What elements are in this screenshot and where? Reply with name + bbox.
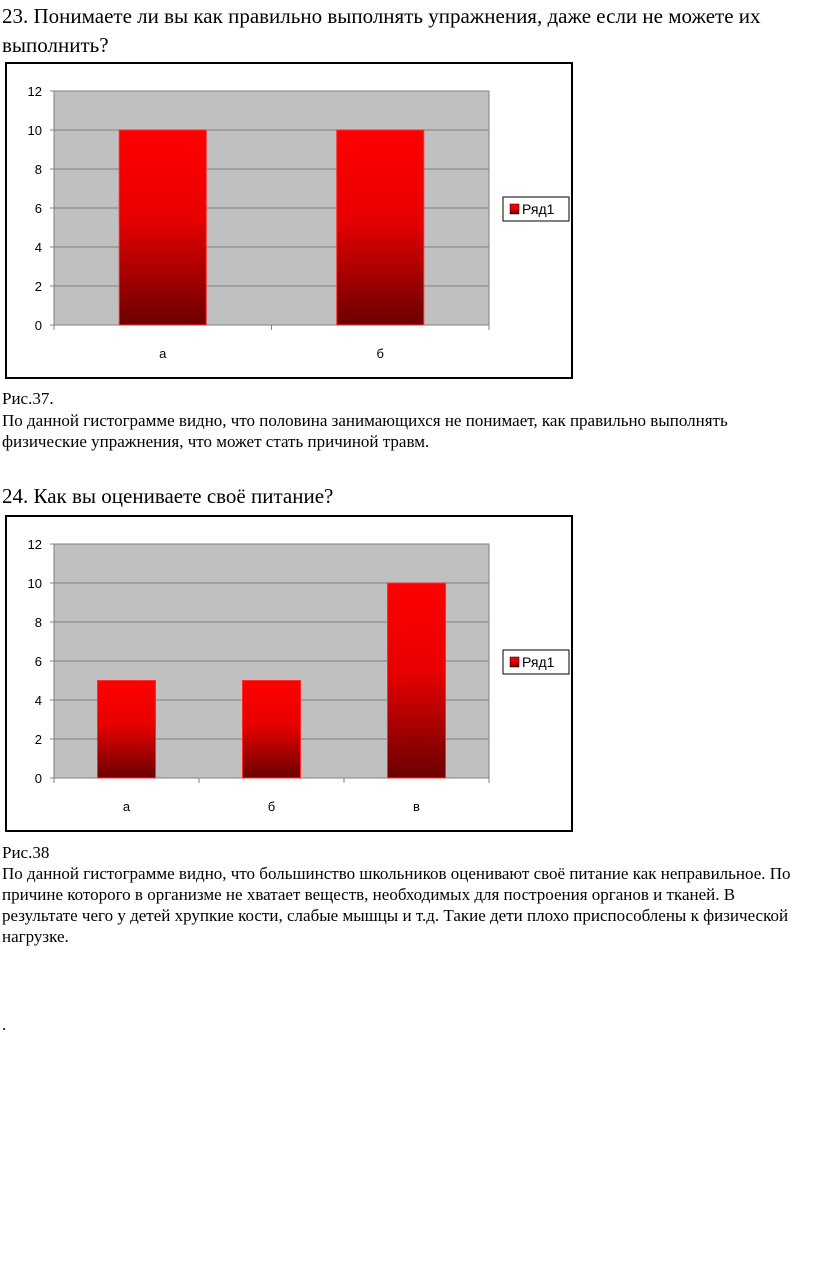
chart-38	[5, 515, 573, 832]
chart-37-svg	[7, 64, 571, 377]
y-tick-label: 4	[34, 693, 42, 708]
question-24-title: 24. Как вы оцениваете своё питание?	[2, 484, 334, 508]
y-tick-label: 10	[27, 576, 42, 591]
y-tick-label: 0	[34, 771, 42, 786]
legend-swatch	[510, 657, 519, 667]
bar-3	[388, 583, 446, 778]
legend	[503, 650, 569, 674]
legend	[503, 197, 569, 221]
y-tick-label: 4	[34, 240, 42, 255]
figure-38-caption: Рис.38	[2, 843, 50, 862]
x-tick-label: а	[159, 346, 167, 361]
y-tick-label: 2	[34, 279, 42, 294]
legend-label: Ряд1	[522, 201, 555, 217]
y-tick-label: 8	[34, 615, 42, 630]
x-tick-label: а	[122, 799, 131, 814]
y-tick-label: 12	[27, 537, 42, 552]
bar-2	[243, 681, 301, 779]
chart-38-svg	[7, 517, 571, 830]
footer-dot: .	[2, 1015, 7, 1034]
figure-38-description: По данной гистограмме видно, что большинство школьников оценивают своё питание как неправильное. По причине которого в организме не хватает веществ, необходимых для построения органов и тканей. В результате чего у детей хрупкие кости, слабые мышцы и т.д. Такие дети плохо приспособлены к физической нагрузке.	[2, 864, 791, 946]
y-tick-label: 10	[27, 123, 42, 138]
y-tick-label: 8	[34, 162, 42, 177]
figure-37-description: По данной гистограмме видно, что половина занимающихся не понимает, как правильно выполнять физические упражнения, что может стать причиной травм.	[2, 411, 728, 451]
legend-label: Ряд1	[522, 654, 555, 670]
bar-1	[119, 130, 206, 325]
x-tick-label: в	[413, 799, 420, 814]
x-tick-label: б	[376, 346, 384, 361]
y-tick-label: 0	[34, 318, 42, 333]
y-tick-label: 6	[34, 201, 42, 216]
bar-2	[337, 130, 424, 325]
figure-37-caption: Рис.37.	[2, 389, 54, 408]
bar-1	[98, 681, 156, 779]
y-tick-label: 6	[34, 654, 42, 669]
legend-swatch	[510, 204, 519, 214]
y-tick-label: 12	[27, 84, 42, 99]
x-tick-label: б	[267, 799, 276, 814]
y-tick-label: 2	[34, 732, 42, 747]
question-23-title: 23. Понимаете ли вы как правильно выполнять упражнения, даже если не можете их выполнить?	[2, 4, 761, 57]
chart-37	[5, 62, 573, 379]
